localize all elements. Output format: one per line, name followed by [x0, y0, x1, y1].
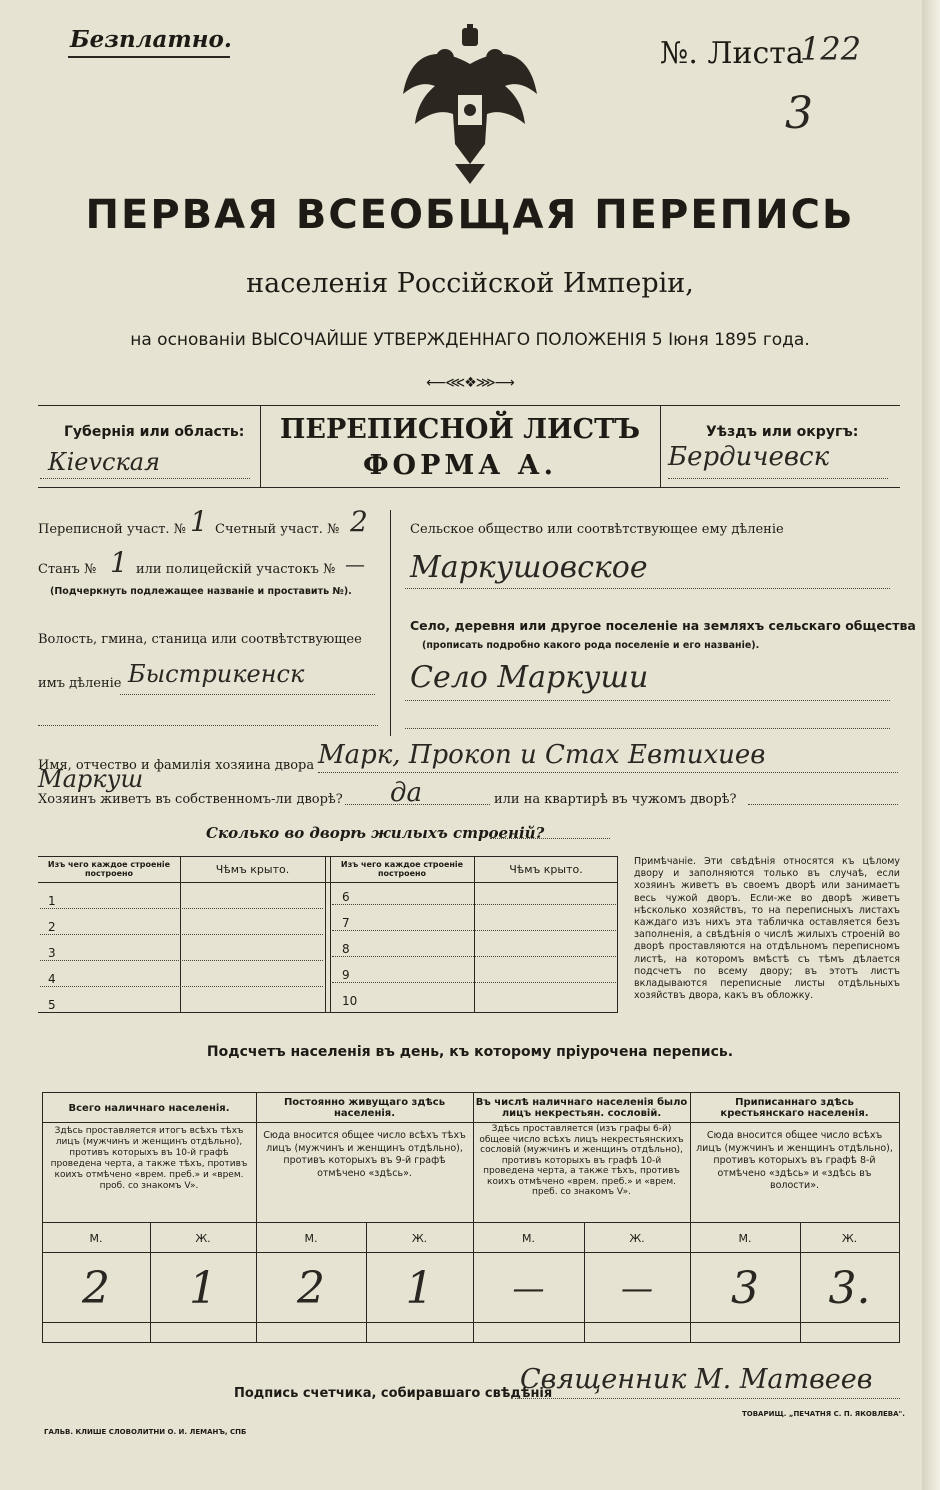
buildings-row-10: 10 [342, 994, 358, 1008]
count-zh-1: Ж. [195, 1231, 211, 1245]
count-value-total-zh: 1 [189, 1262, 217, 1314]
form-name: ФОРМА А. [362, 450, 558, 481]
buildings-row-8: 8 [342, 942, 350, 956]
count-table-notes-bottom [42, 1222, 900, 1223]
gubernia-line [40, 478, 250, 479]
count-header-peasant: Приписаннаго здѣсь крестьянскаго населенія. [720, 1097, 869, 1119]
buildings-rowline [332, 956, 616, 957]
basis-line: на основаніи ВЫСОЧАЙШЕ УТВЕРЖДЕННАГО ПОЛОЖЕНІЯ 5 Іюня 1895 года. [130, 330, 810, 350]
free-label: Безплатно. [70, 26, 232, 53]
count-value-peasant-zh: 3. [828, 1262, 871, 1314]
count-m-4: М. [738, 1231, 752, 1245]
sheet-number-label: №. Листа [660, 36, 804, 71]
buildings-table-bottom [38, 1012, 618, 1013]
volost-label: Волость, гмина, станица или соотвѣтствующее [38, 632, 362, 647]
buildings-row-1: 1 [48, 894, 56, 908]
buildings-row-6: 6 [342, 890, 350, 904]
volost-line [120, 694, 375, 695]
buildings-table-top [38, 856, 618, 857]
buildings-row-5: 5 [48, 998, 56, 1012]
volost-value: Быстрикенск [128, 660, 305, 688]
buildings-row-2: 2 [48, 920, 56, 934]
owner-rent-label: или на квартирѣ въ чужомъ дворѣ? [494, 792, 737, 807]
uchast-label: Переписной участ. № [38, 522, 186, 537]
count-table-bottom [42, 1342, 900, 1343]
signature-value: Священник М. Матвеев [520, 1364, 873, 1395]
buildings-rowline [40, 908, 323, 909]
owner-lives-value: да [390, 778, 422, 808]
count-zh-2: Ж. [411, 1231, 428, 1245]
count-table-mz-bottom [42, 1252, 900, 1253]
village-label: Село, деревня или другое поселеніе на земляхъ сельскаго общества [410, 618, 916, 633]
count-note-peasant: Сюда вносится общее число всѣхъ лицъ (мужчинъ и женщинъ отдѣльно), противъ которыхъ въ графѣ 8-й отмѣчено «здѣсь» и «здѣсь въ волости». [696, 1130, 893, 1191]
buildings-rowline [40, 960, 323, 961]
buildings-rowline [332, 982, 616, 983]
gubernia-value: Кievская [48, 448, 160, 476]
owner-rent-line [748, 804, 898, 805]
uezd-value: Бердичевск [668, 442, 830, 472]
buildings-col-3 [474, 856, 475, 1012]
owner-name-label: Имя, отчество и фамилія хозяина двора [38, 758, 315, 773]
owner-lives-label: Хозяинъ живетъ въ собственномъ-ли дворѣ? [38, 792, 343, 807]
sheet-mark: 3 [785, 88, 813, 139]
underline-note: (Подчеркнуть подлежащее названіе и проставить №). [50, 586, 352, 597]
count-table-head-bottom [42, 1122, 900, 1123]
buildings-col-end [617, 856, 618, 1012]
form-head-div2 [660, 405, 661, 487]
police-value: — [345, 552, 365, 576]
count-table-top [42, 1092, 900, 1093]
schet-label: Счетный участ. № [215, 522, 340, 537]
count-zh-3: Ж. [629, 1231, 645, 1245]
signature-line [515, 1398, 900, 1399]
buildings-rowline [332, 904, 616, 905]
buildings-head-built: Изъ чего каждое строеніе построено [47, 860, 171, 878]
count-note-total: Здѣсь проставляется итогъ всѣхъ тѣхъ лицъ (мужчинъ и женщинъ отдѣльно), противъ которыхъ въ 10-й графѣ проведена черта, а также тѣхъ, противъ коихъ отмѣчено «врем. преб.» и «врем. проб. со знакомъ V». [50, 1126, 248, 1191]
count-value-peasant-m: 3 [731, 1262, 759, 1314]
buildings-row-9: 9 [342, 968, 350, 982]
volost-label-2: имъ дѣленіе [38, 676, 122, 691]
village-line [405, 700, 890, 701]
printer-right: ТОВАРИЩ. „ПЕЧАТНЯ С. П. ЯКОВЛЕВА". [742, 1410, 905, 1418]
stan-value: 1 [110, 546, 128, 579]
society-value: Маркушовское [410, 550, 648, 585]
count-header-permanent: Постоянно живущаго здѣсь населенія. [283, 1097, 446, 1119]
owner-name-line [318, 772, 898, 773]
buildings-head-roof-2: Чѣмъ крыто. [509, 862, 583, 876]
buildings-row-7: 7 [342, 916, 350, 930]
buildings-row-3: 3 [48, 946, 56, 960]
society-line [405, 588, 890, 589]
owner-name-value: Марк, Прокоп и Стах Евтихиев [318, 740, 766, 770]
stan-label: Станъ № [38, 562, 97, 577]
eagle-emblem-icon [395, 24, 545, 184]
free-underline [68, 56, 230, 58]
count-zh-4: Ж. [841, 1231, 858, 1245]
count-m-1: М. [89, 1231, 103, 1245]
count-col-4 [899, 1092, 900, 1342]
buildings-line [490, 838, 610, 839]
buildings-rowline [332, 930, 616, 931]
society-label: Сельское общество или соотвѣтствующее ему дѣленіе [410, 522, 784, 537]
ornament-divider: ⟵⋘❖⋙⟶ [426, 375, 514, 391]
count-value-permanent-m: 2 [297, 1262, 325, 1314]
owner-name-value-2: Маркуш [38, 765, 144, 793]
schet-value: 2 [350, 505, 368, 538]
buildings-col-mid-b [330, 856, 331, 1012]
buildings-col-mid-a [325, 856, 326, 1012]
count-value-permanent-zh: 1 [405, 1262, 434, 1314]
count-value-nonpeasant-m: — [512, 1269, 545, 1307]
count-note-permanent: Сюда вносится общее число всѣхъ тѣхъ лицъ (мужчинъ и женщинъ отдѣльно), противъ которыхъ въ 9-й графѣ отмѣчено «здѣсь». [263, 1130, 466, 1179]
count-value-total-m: 2 [82, 1262, 110, 1314]
buildings-table-head-bottom [38, 882, 618, 883]
uchast-value: 1 [190, 505, 208, 538]
count-header-nonpeasant: Въ числѣ наличнаго населенія было лицъ некрестьян. сословій. [475, 1097, 688, 1119]
village-value: Село Маркуши [410, 660, 649, 695]
count-header-total: Всего наличнаго населенія. [68, 1102, 230, 1114]
buildings-head-built-2: Изъ чего каждое строеніе построено [340, 860, 464, 878]
uezd-label: Уѣздъ или округъ: [706, 424, 859, 440]
uezd-line [668, 478, 888, 479]
count-value-nonpeasant-zh: — [621, 1269, 653, 1307]
gubernia-label: Губернія или область: [64, 424, 245, 440]
buildings-rowline [40, 986, 323, 987]
buildings-row-4: 4 [48, 972, 56, 986]
count-title: Подсчетъ населенія въ день, къ которому пріурочена перепись. [206, 1044, 734, 1060]
buildings-question: Сколько во дворѣ жилыхъ строеній? [206, 824, 545, 842]
sheet-number-value: 122 [800, 30, 862, 68]
village-note: (прописать подробно какого рода поселеніе и его названіе). [422, 640, 760, 651]
count-table-values-bottom [42, 1322, 900, 1323]
police-label: или полицейскій участокъ № [136, 562, 336, 577]
form-head-bottom [38, 487, 900, 488]
buildings-head-roof: Чѣмъ крыто. [215, 862, 290, 876]
page-title: ПЕРВАЯ ВСЕОБЩАЯ ПЕРЕПИСЬ [85, 192, 855, 238]
buildings-note: Примѣчаніе. Эти свѣдѣнія относятся къ цѣлому двору и заполняются только въ случаѣ, если хозяинъ живетъ въ своемъ дворѣ или занимаетъ весь чужой дворъ. Если-же во дворѣ живетъ нѣсколько хозяйствъ, то на переписныхъ листахъ каждаго изъ нихъ эта табличка оставляется безъ заполненія, а свѣдѣнія о числѣ жилыхъ строеній во дворѣ проставляются на отдѣльномъ переписномъ листѣ, на которомъ вмѣстѣ съ тѣмъ дѣлается подсчетъ по всему двору; въ этотъ листъ вкладываются переписные листы отдѣльныхъ хозяйствъ двора, какъ въ обложку. [634, 856, 900, 1002]
form-head-top [38, 405, 900, 406]
signature-label: Подпись счетчика, собиравшаго свѣдѣнія [234, 1386, 553, 1401]
middle-divider [390, 510, 391, 736]
printer-left: ГАЛЬВ. КЛИШЕ СЛОВОЛИТНИ О. И. ЛЕМАНЪ, СПБ [44, 1428, 247, 1436]
page-subtitle: населенія Россійской Имперіи, [246, 268, 694, 299]
buildings-rowline [40, 934, 323, 935]
count-m-2: М. [304, 1231, 318, 1245]
form-title: ПЕРЕПИСНОЙ ЛИСТЪ [279, 414, 641, 445]
count-note-nonpeasant: Здѣсь проставляется (изъ графы 6-й) общее число всѣхъ лицъ некрестьянскихъ сословій (мужчинъ и женщинъ отдѣльно), противъ которыхъ въ графѣ 10-й проведена черта, а также тѣхъ, противъ коихъ отмѣчено «врем. преб.» и «врем. преб. со знакомъ V». [479, 1124, 684, 1197]
village-line-2 [405, 728, 890, 729]
count-m-3: М. [522, 1231, 535, 1245]
volost-line-2 [38, 725, 378, 726]
owner-lives-line [345, 804, 490, 805]
